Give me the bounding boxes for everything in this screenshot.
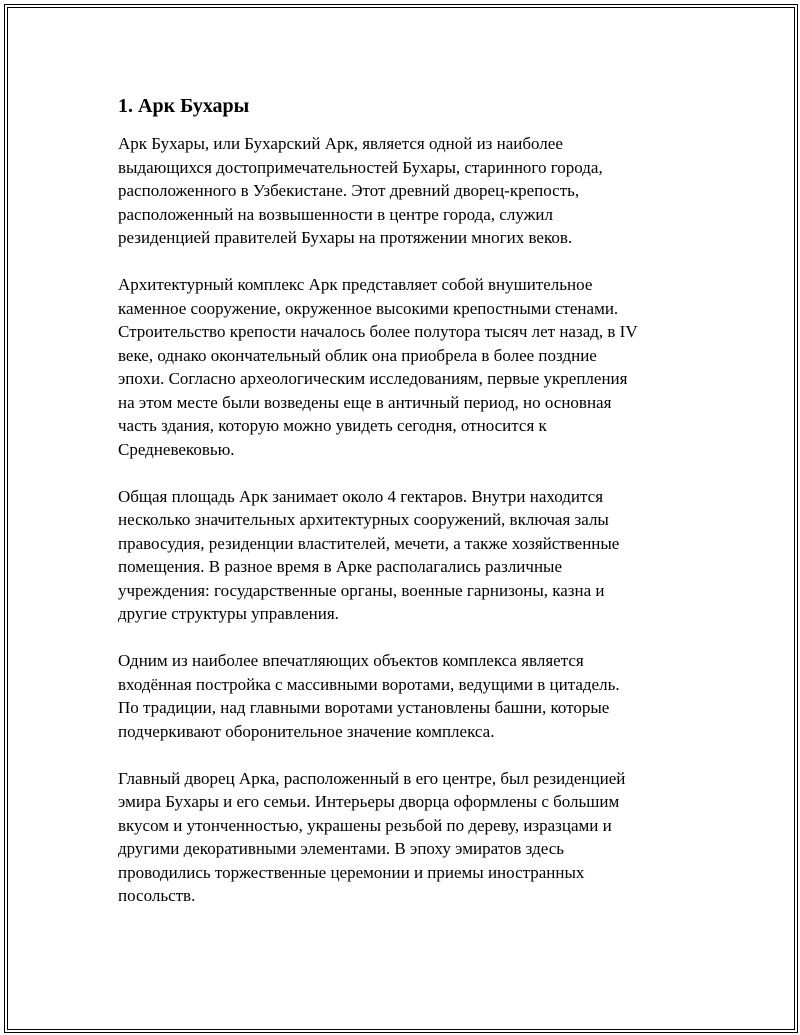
paragraph-line: расположенный на возвышенности в центре города, служил bbox=[118, 204, 553, 224]
paragraph-line: помещения. В разное время в Арке располагались различные bbox=[118, 557, 563, 576]
paragraph-line: Арк Бухары, или Бухарский Арк, является одной из наиболее bbox=[118, 134, 563, 153]
paragraph-line: Общая площадь Арк занимает около 4 гектаров. Внутри находится bbox=[118, 486, 604, 506]
paragraph-line: эпохи. Согласно археологическим исследованиям, первые укрепления bbox=[118, 369, 628, 388]
section-title: 1. Арк Бухары bbox=[118, 95, 250, 117]
paragraph-line: другими декоративными элементами. В эпоху эмиратов здесь bbox=[118, 839, 565, 858]
paragraph-line: вкусом и утонченностью, украшены резьбой по дереву, изразцами и bbox=[118, 815, 612, 835]
paragraph-line: несколько значительных архитектурных сооружений, включая залы bbox=[118, 510, 609, 529]
paragraph-line: эмира Бухары и его семьи. Интерьеры дворца оформлены с большим bbox=[118, 792, 620, 811]
paragraph-line: расположенного в Узбекистане. Этот древний дворец-крепость, bbox=[118, 181, 580, 200]
paragraph-line: входённая постройка с массивными воротами, ведущими в цитадель. bbox=[118, 674, 620, 694]
paragraph-line: на этом месте были возведены еще в античный период, но основная bbox=[118, 392, 612, 412]
paragraph-4 bbox=[118, 649, 698, 743]
paragraph-2 bbox=[118, 273, 698, 461]
paragraph-line: Главный дворец Арка, расположенный в его центре, был резиденцией bbox=[118, 768, 626, 788]
paragraph-line: Строительство крепости началось более полутора тысяч лет назад, в IV bbox=[118, 322, 638, 341]
paragraph-line: резиденцией правителей Бухары на протяжении многих веков. bbox=[118, 228, 573, 247]
paragraph-line: посольств. bbox=[118, 886, 196, 905]
document-body bbox=[118, 94, 698, 931]
paragraph-5 bbox=[118, 767, 698, 908]
paragraph-line: Одним из наиболее впечатляющих объектов комплекса является bbox=[118, 651, 584, 670]
paragraph-line: другие структуры управления. bbox=[118, 604, 339, 623]
paragraph-line: Средневековью. bbox=[118, 439, 235, 459]
paragraph-3 bbox=[118, 485, 698, 626]
paragraph-line: веке, однако окончательный облик она приобрела в более поздние bbox=[118, 345, 597, 365]
paragraph-line: часть здания, которую можно увидеть сегодня, относится к bbox=[118, 416, 547, 435]
paragraph-line: По традиции, над главными воротами установлены башни, которые bbox=[118, 698, 610, 717]
paragraph-line: Архитектурный комплекс Арк представляет собой внушительное bbox=[118, 275, 593, 294]
paragraph-line: правосудия, резиденции властителей, мечети, а также хозяйственные bbox=[118, 533, 620, 553]
paragraph-1 bbox=[118, 132, 698, 250]
paragraph-line: каменное сооружение, окруженное высокими крепостными стенами. bbox=[118, 298, 619, 318]
paragraph-line: проводились торжественные церемонии и приемы иностранных bbox=[118, 862, 585, 882]
paragraph-line: учреждения: государственные органы, военные гарнизоны, казна и bbox=[118, 580, 605, 600]
paragraph-line: выдающихся достопримечательностей Бухары, старинного города, bbox=[118, 157, 603, 177]
paragraph-line: подчеркивают оборонительное значение комплекса. bbox=[118, 721, 495, 741]
